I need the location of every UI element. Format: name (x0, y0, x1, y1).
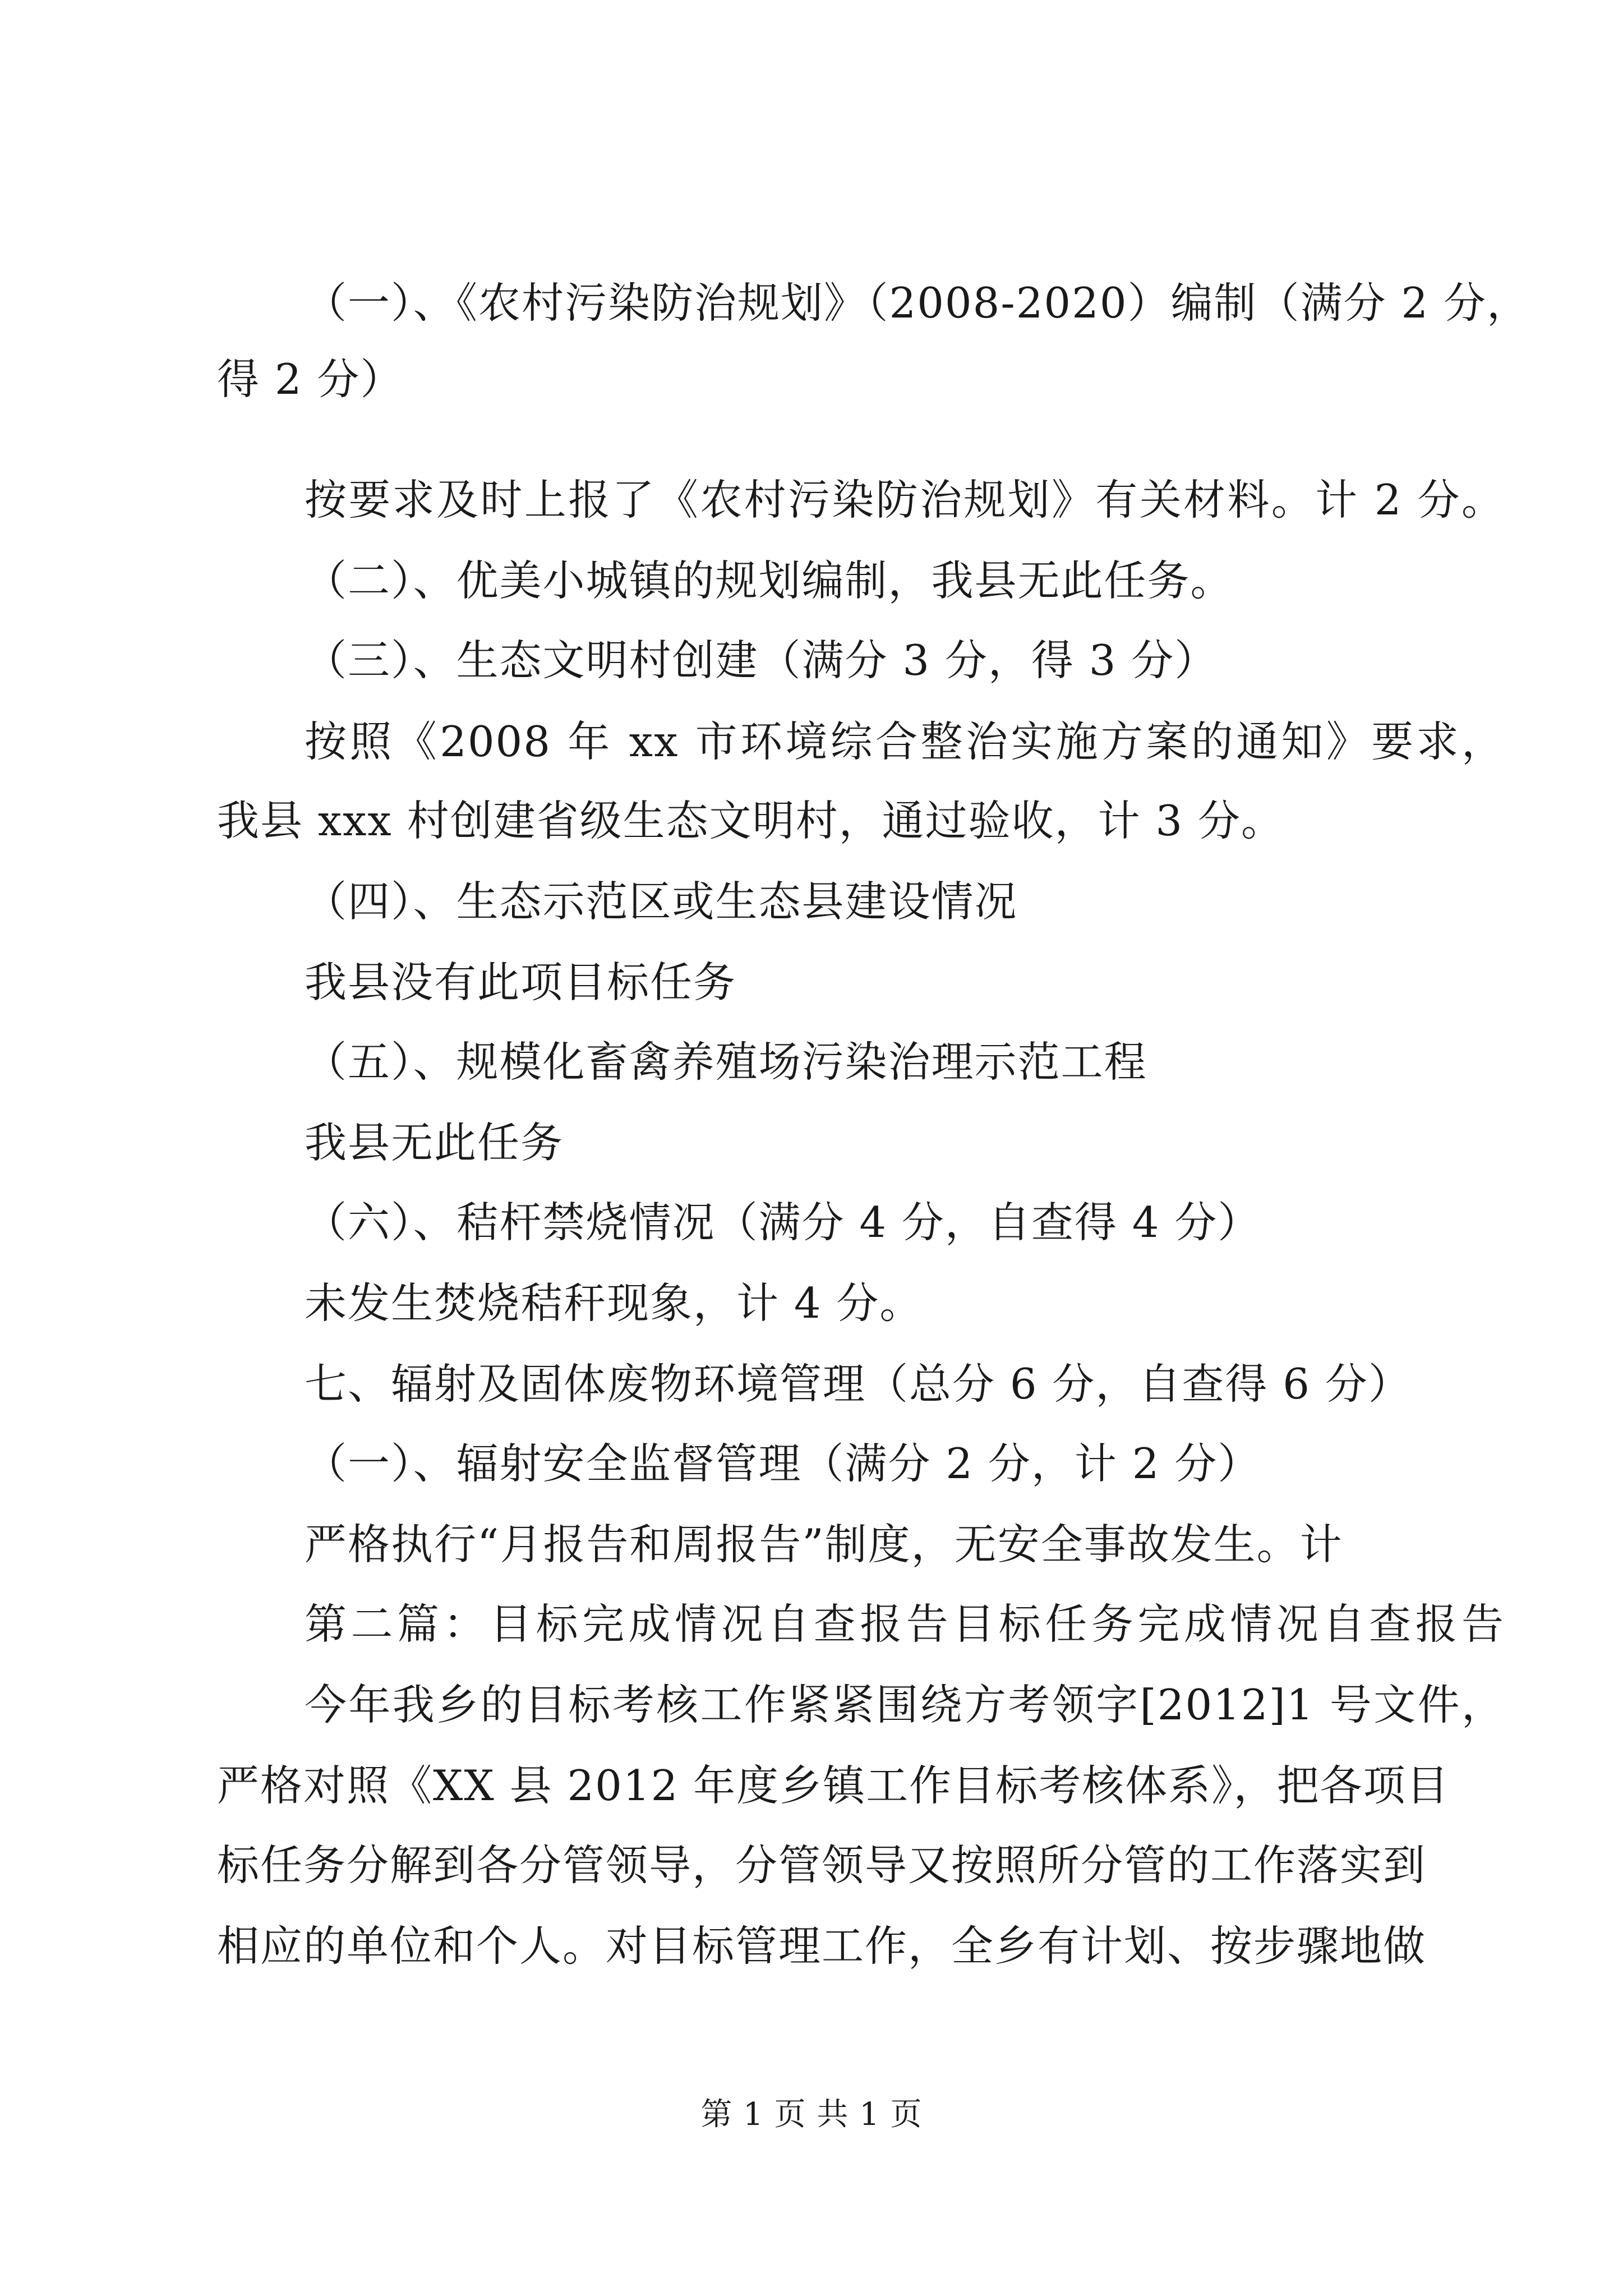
paragraph-line: （五）、规模化畜禽养殖场污染治理示范工程 (305, 1037, 1147, 1087)
paragraph-line: （四）、生态示范区或生态县建设情况 (305, 877, 1018, 926)
paragraph-line: 标任务分解到各分管领导，分管领导又按照所分管的工作落实到 (217, 1841, 1427, 1890)
paragraph-line: （一）、辐射安全监督管理（满分 2 分，计 2 分） (305, 1439, 1261, 1488)
paragraph-line: 严格对照《XX 县 2012 年度乡镇工作目标考核体系》，把各项目 (217, 1761, 1450, 1810)
paragraph-line: （六）、秸杆禁烧情况（满分 4 分，自查得 4 分） (305, 1198, 1261, 1247)
paragraph-line: （三）、生态文明村创建（满分 3 分，得 3 分） (305, 636, 1218, 685)
paragraph-line: 未发生焚烧秸秆现象，计 4 分。 (305, 1278, 923, 1328)
paragraph-line: （二）、优美小城镇的规划编制，我县无此任务。 (305, 556, 1234, 605)
paragraph-line: 按要求及时上报了《农村污染防治规划》有关材料。计 2 分。 (305, 475, 1505, 524)
paragraph-line: 我县 xxx 村创建省级生态文明村，通过验收，计 3 分。 (217, 796, 1284, 845)
paragraph-line: 今年我乡的目标考核工作紧紧围绕方考领字[2012]1 号文件， (305, 1680, 1505, 1729)
paragraph-line: 第二篇：目标完成情况自查报告目标任务完成情况自查报告 (305, 1599, 1505, 1649)
paragraph-line: （一）、《农村污染防治规划》（2008-2020）编制（满分 2 分， (305, 278, 1530, 328)
paragraph-line: 严格执行“月报告和周报告”制度，无安全事故发生。计 (305, 1520, 1343, 1569)
paragraph-line: 得 2 分） (217, 355, 404, 404)
paragraph-line: 我县没有此项目标任务 (305, 958, 737, 1007)
page-footer: 第 1 页 共 1 页 (700, 2096, 923, 2133)
paragraph-line: 我县无此任务 (305, 1118, 564, 1167)
paragraph-line: 按照《2008 年 xx 市环境综合整治实施方案的通知》要求， (305, 717, 1505, 766)
paragraph-line: 相应的单位和个人。对目标管理工作，全乡有计划、按步骤地做 (217, 1921, 1427, 1971)
paragraph-line: 七、辐射及固体废物环境管理（总分 6 分，自查得 6 分） (305, 1359, 1412, 1409)
